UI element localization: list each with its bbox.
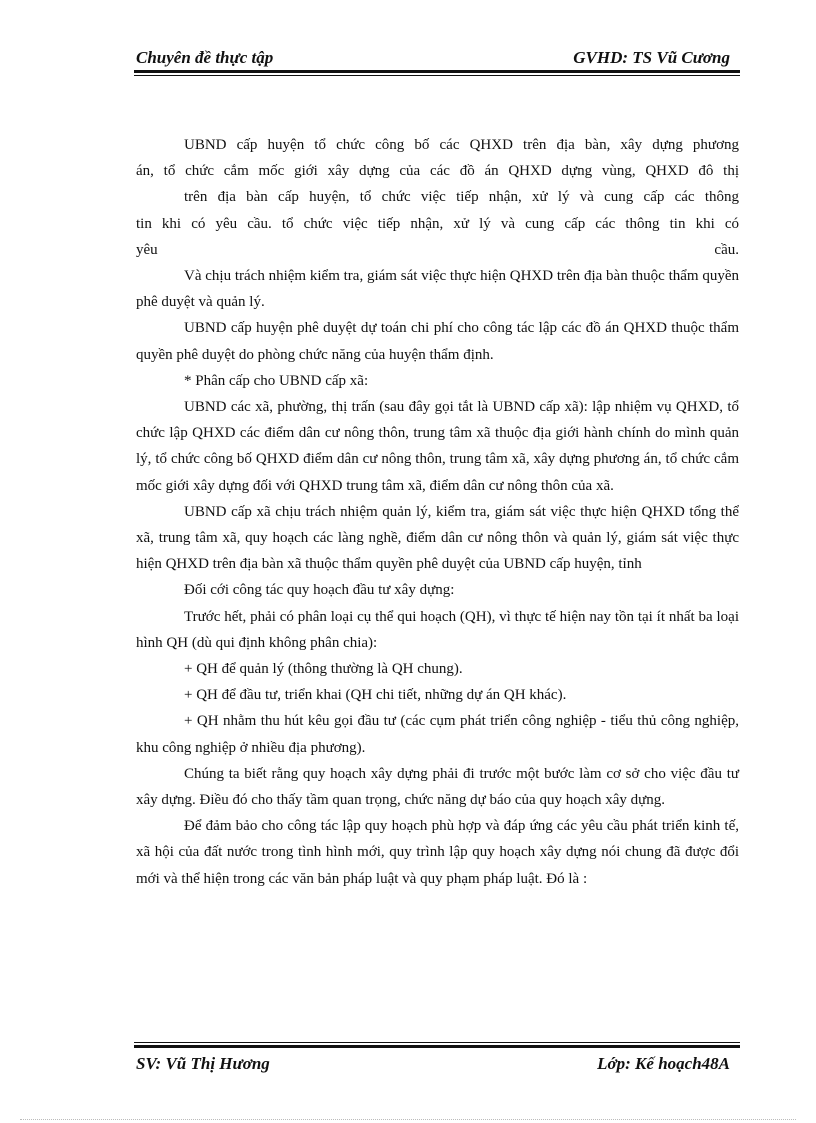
header-left-title: Chuyên đề thực tập: [136, 48, 274, 67]
paragraph: Chúng ta biết rằng quy hoạch xây dựng phải đi trước một bước làm cơ sở cho việc đầu tư xây dựng. Điều đó cho thấy tầm quan trọng, chức năng dự báo của quy hoạch xây dựng.: [136, 765, 739, 809]
body-line: UBND cấp huyện tổ chức công bố các QHXD trên địa bàn, xây dựng phương: [184, 137, 739, 153]
page-bottom-divider: [20, 1119, 796, 1120]
body-line: án, tổ chức cắm mốc giới xây dựng của các đồ án QHXD dựng vùng, QHXD đô thị: [136, 163, 739, 180]
paragraph: UBND cấp huyện phê duyệt dự toán chi phí cho công tác lập các đồ án QHXD thuộc thẩm quyền phê duyệt do phòng chức năng của huyện thẩm định.: [136, 320, 739, 363]
footer-rule-thin: [134, 1042, 740, 1043]
header-right-advisor: GVHD: TS Vũ Cương: [573, 48, 730, 67]
paragraph: Đối cới công tác quy hoạch đầu tư xây dựng:: [184, 582, 455, 599]
list-item: + QH nhằm thu hút kêu gọi đầu tư (các cụm phát triển công nghiệp - tiểu thủ công nghiệp, khu công nghiệp ở nhiều địa phương).: [136, 713, 739, 756]
paragraph: Và chịu trách nhiệm kiểm tra, giám sát việc thực hiện QHXD trên địa bàn thuộc thẩm quyền phê duyệt và quản lý.: [136, 268, 739, 311]
body-word: yêu: [136, 241, 158, 258]
document-body: [136, 132, 739, 892]
body-word: cầu.: [714, 241, 739, 258]
paragraph: Trước hết, phải có phân loại cụ thể qui hoạch (QH), vì thực tế hiện nay tồn tại ít nhất ba loại hình QH (dù qui định không phân chia):: [136, 608, 739, 651]
paragraph: UBND các xã, phường, thị trấn (sau đây gọi tắt là UBND cấp xã): lập nhiệm vụ QHXD, tổ chức lập QHXD các điểm dân cư nông thôn, trung tâm xã thuộc địa giới hành chính do mình quản lý, tổ chức công bố QHXD điểm dân cư nông thôn, trung tâm xã, xây dựng phương án, tổ chức cắm mốc giới xây dựng đối với QHXD trung tâm xã, điểm dân cư nông thôn của xã.: [136, 399, 739, 494]
footer-left-student: SV: Vũ Thị Hương: [136, 1054, 270, 1073]
footer-right-class: Lớp: Kế hoạch48A: [597, 1054, 730, 1073]
paragraph: * Phân cấp cho UBND cấp xã:: [184, 372, 369, 389]
page-footer: [134, 1042, 740, 1078]
header-rule-thick: [134, 70, 740, 73]
body-line-split: [136, 237, 739, 263]
paragraph: Để đảm bảo cho công tác lập quy hoạch phù hợp và đáp ứng các yêu cầu phát triển kinh tế, xã hội của đất nước trong tình hình mới, quy trình lập quy hoạch xây dựng nói chung đã được đổi mới và thể hiện trong các văn bản pháp luật và quy phạm pháp luật. Đó là :: [136, 818, 739, 887]
list-item: + QH để đầu tư, triển khai (QH chi tiết, những dự án QH khác).: [184, 687, 567, 704]
paragraph: UBND cấp xã chịu trách nhiệm quản lý, kiểm tra, giám sát việc thực hiện QHXD tổng thể xã, trung tâm xã, quy hoạch các làng nghề, điểm dân cư nông thôn và quản lý, giám sát việc thực hiện QHXD trên địa bàn xã thuộc thẩm quyền phê duyệt của UBND cấp huyện, tỉnh: [136, 503, 739, 573]
list-item: + QH để quản lý (thông thường là QH chung).: [184, 661, 463, 678]
header-rule-thin: [134, 75, 740, 76]
footer-rule-thick: [134, 1045, 740, 1048]
page-header: [134, 44, 740, 74]
body-line: tin khi có yêu cầu. tổ chức việc tiếp nhận, xử lý và cung cấp các thông tin khi có: [136, 215, 739, 232]
body-line: trên địa bàn cấp huyện, tổ chức việc tiếp nhận, xử lý và cung cấp các thông: [184, 189, 739, 206]
